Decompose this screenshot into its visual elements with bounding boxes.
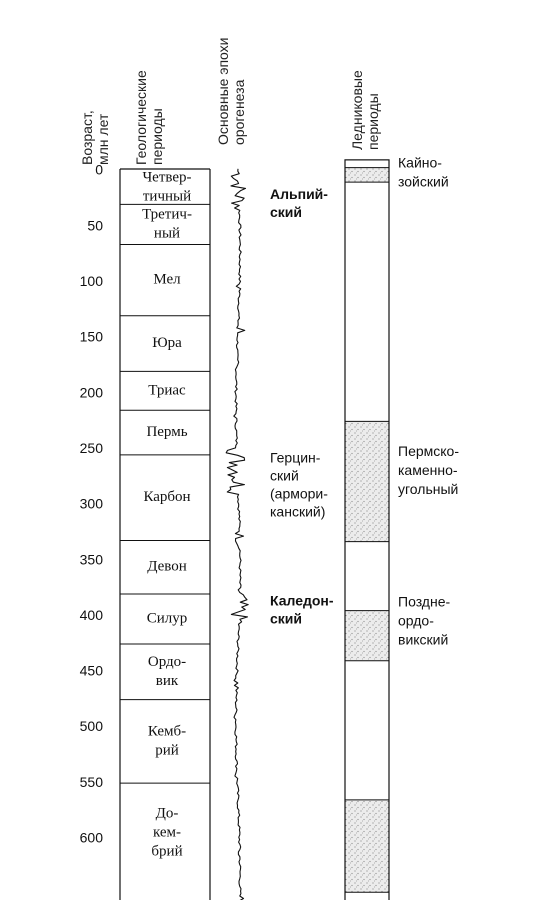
glacial-period — [345, 593, 450, 660]
header-glacial — [349, 70, 381, 150]
header-periods-line-1: Геологические — [133, 70, 149, 165]
tick-label-300: 300 — [79, 495, 103, 512]
header-orogeny — [215, 38, 247, 146]
header-periods — [133, 70, 165, 165]
orogeny-label-1-line-2: ский — [270, 204, 303, 221]
orogeny-label-1-line-1: Альпий- — [270, 186, 328, 203]
orogeny-label — [270, 450, 328, 520]
period-cell — [120, 170, 210, 205]
tick-label-50: 50 — [87, 217, 103, 234]
orogeny-label — [270, 592, 334, 626]
header-age-line-2: млн лет — [95, 113, 111, 165]
glacial-label-3-line-3: викский — [398, 631, 449, 648]
period-label-8-line-1: Девон — [147, 558, 187, 575]
period-label-9-line-1: Силур — [146, 610, 188, 627]
header-orogeny-line-2: орогенеза — [231, 79, 247, 145]
period-cell — [120, 610, 210, 644]
orogeny-label-3-line-1: Каледон- — [270, 592, 334, 609]
tick-label-100: 100 — [79, 273, 103, 290]
period-cell — [120, 206, 210, 244]
header-orogeny-line-1: Основные эпохи — [215, 37, 231, 145]
header-age-line-1: Возраст, — [79, 110, 95, 165]
tick-label-500: 500 — [79, 718, 103, 735]
orogeny-label-2-line-3: (армори- — [270, 485, 328, 502]
period-label-12-line-1: До- — [155, 805, 179, 822]
period-label-12-line-3: брий — [151, 843, 183, 860]
orogeny-label-2-line-1: Герцин- — [270, 449, 321, 466]
period-label-1-line-1: Четвер- — [142, 169, 192, 186]
glacial-band — [345, 421, 389, 541]
glacial-label-3-line-1: Поздне- — [398, 593, 451, 610]
glacial-band — [345, 611, 389, 661]
orogeny-label-2-line-4: канский) — [270, 503, 326, 520]
orogeny-labels — [270, 186, 334, 626]
period-cell — [151, 806, 182, 860]
period-cell — [120, 272, 210, 316]
period-label-5-line-1: Триас — [148, 382, 186, 399]
tick-label-550: 550 — [79, 773, 103, 790]
tick-label-450: 450 — [79, 662, 103, 679]
glacial-label-3-line-2: ордо- — [398, 612, 434, 629]
glacial-column — [345, 154, 459, 892]
orogeny-label-2-line-2: ский — [270, 467, 299, 484]
period-cell — [120, 723, 210, 783]
period-cell — [120, 559, 210, 594]
period-label-3-line-1: Мел — [153, 271, 181, 288]
glacial-label-2-line-1: Пермско- — [398, 443, 459, 460]
glacial-period — [345, 800, 389, 892]
glacial-label-1-line-2: зойский — [398, 173, 449, 190]
period-label-6-line-1: Пермь — [146, 423, 188, 440]
period-cell — [120, 489, 210, 540]
orogeny-label-3-line-2: ский — [270, 610, 303, 627]
period-label-4-line-1: Юра — [152, 334, 182, 351]
tick-label-200: 200 — [79, 384, 103, 401]
glacial-label-2-line-2: каменно- — [398, 462, 458, 479]
header-glacial-line-2: периоды — [365, 93, 381, 150]
tick-label-600: 600 — [79, 829, 103, 846]
age-axis-ticks — [80, 162, 104, 846]
orogeny-line — [226, 169, 248, 900]
period-label-11-line-1: Кемб- — [147, 723, 187, 740]
glacial-label-1-line-1: Кайно- — [398, 154, 442, 171]
orogeny-label — [270, 186, 328, 220]
header-glacial-line-1: Ледниковые — [349, 70, 365, 150]
period-label-2-line-1: Третич- — [142, 206, 192, 223]
glacial-period — [345, 421, 459, 541]
tick-label-400: 400 — [79, 606, 103, 623]
period-label-12-line-2: кем- — [152, 824, 182, 841]
glacial-band — [345, 800, 389, 892]
glacial-label-2-line-3: угольный — [398, 481, 459, 498]
period-cell — [120, 382, 210, 410]
period-label-1-line-2: тичный — [142, 188, 192, 205]
periods-column — [120, 169, 210, 900]
period-label-2-line-2: ный — [153, 225, 181, 242]
tick-label-350: 350 — [79, 551, 103, 568]
period-cell — [120, 335, 210, 371]
header-age — [79, 110, 111, 165]
period-cell — [120, 424, 210, 455]
tick-label-250: 250 — [79, 439, 103, 456]
glacial-band — [345, 168, 389, 182]
header-periods-line-2: периоды — [149, 108, 165, 165]
tick-label-0: 0 — [95, 161, 103, 178]
period-cell — [120, 654, 210, 700]
period-label-11-line-2: рий — [155, 742, 179, 759]
period-label-10-line-2: вик — [155, 672, 179, 689]
period-label-7-line-1: Карбон — [143, 489, 191, 506]
period-label-10-line-1: Ордо- — [147, 653, 187, 670]
tick-label-150: 150 — [79, 328, 103, 345]
